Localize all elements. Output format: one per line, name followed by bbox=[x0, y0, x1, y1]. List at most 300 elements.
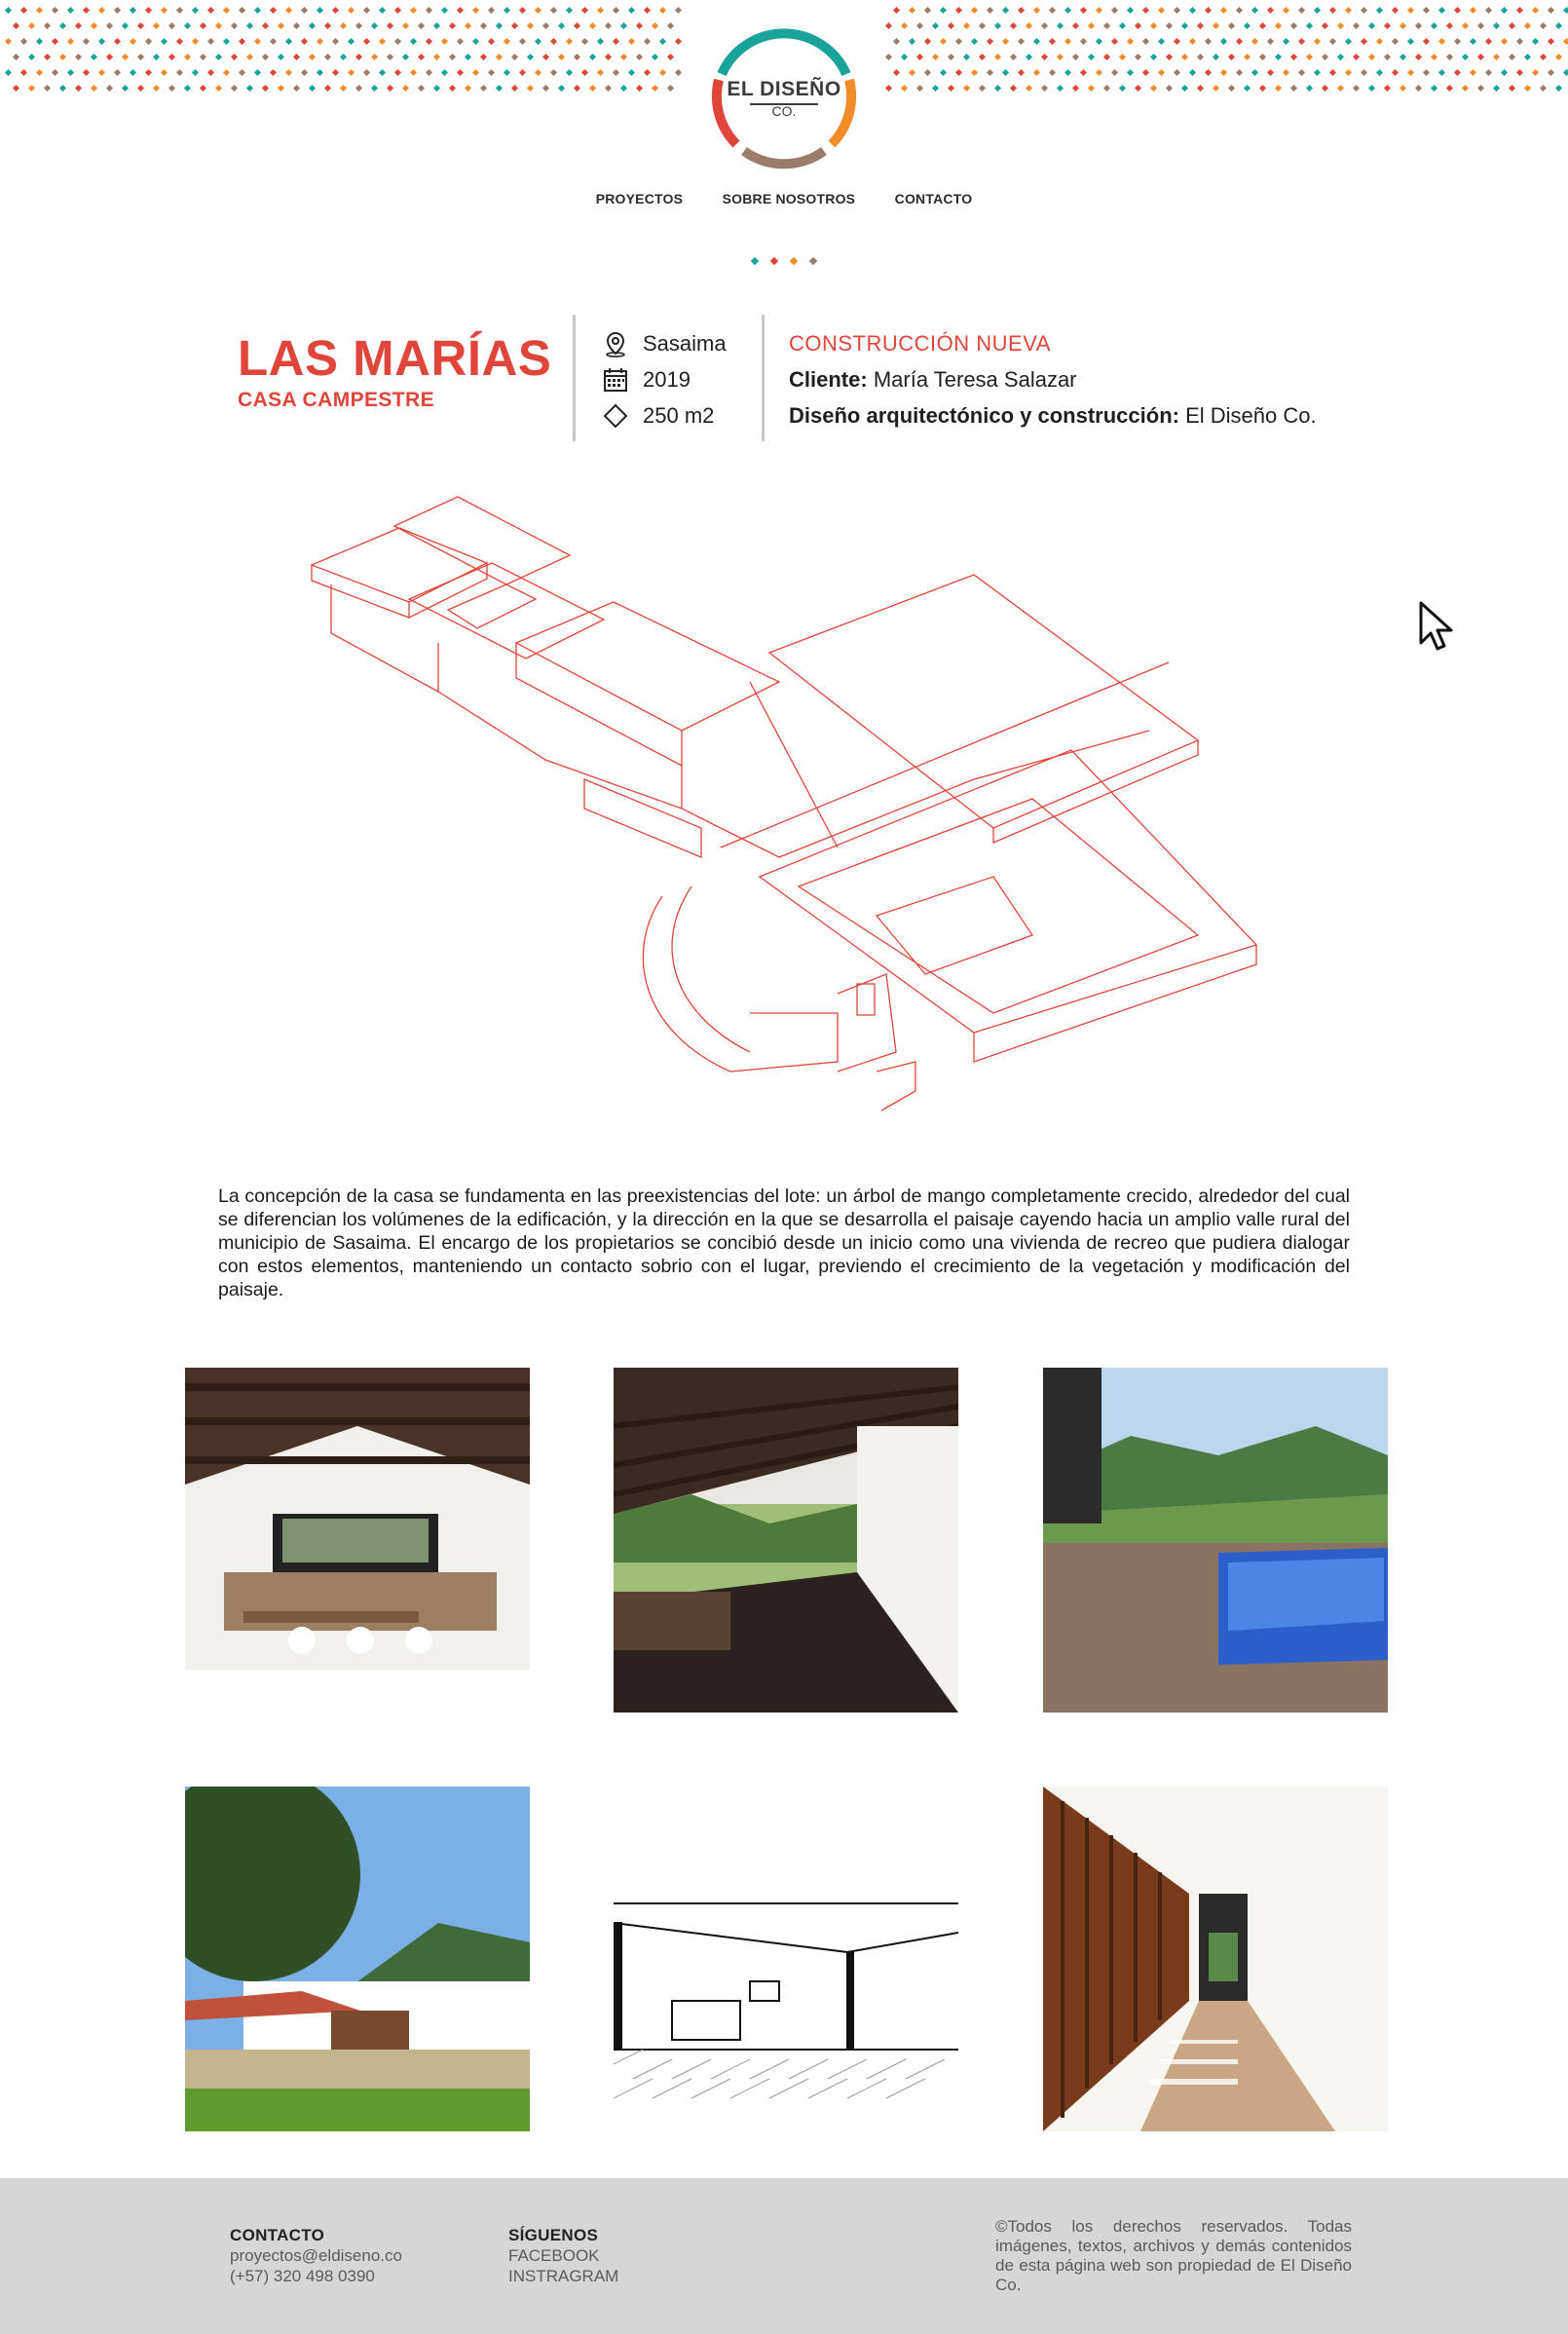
decorative-dot bbox=[1026, 54, 1032, 60]
decorative-dot bbox=[940, 38, 947, 45]
decorative-dot bbox=[1446, 54, 1453, 60]
decorative-dot bbox=[1057, 54, 1064, 60]
decorative-dot bbox=[979, 54, 986, 60]
decorative-dot bbox=[1236, 69, 1243, 76]
decorative-dot bbox=[231, 85, 238, 92]
decorative-dot bbox=[1345, 38, 1352, 45]
decorative-dot bbox=[667, 22, 674, 29]
decorative-dot bbox=[5, 38, 12, 45]
decorative-dot bbox=[285, 38, 292, 45]
decorative-dot bbox=[1532, 69, 1539, 76]
decorative-dot bbox=[971, 38, 978, 45]
decorative-dot bbox=[340, 22, 347, 29]
decorative-dot bbox=[114, 7, 121, 14]
decorative-dot bbox=[44, 85, 51, 92]
decorative-dot bbox=[1220, 38, 1227, 45]
decorative-dot bbox=[1096, 69, 1102, 76]
decorative-dot bbox=[924, 7, 931, 14]
decorative-dot bbox=[262, 22, 269, 29]
gallery-item[interactable] bbox=[614, 1787, 958, 2131]
decorative-dot bbox=[1158, 69, 1165, 76]
decorative-dot bbox=[909, 69, 915, 76]
decorative-dot bbox=[675, 7, 682, 14]
footer-facebook-link[interactable]: FACEBOOK bbox=[508, 2246, 600, 2265]
decorative-dot bbox=[1361, 7, 1367, 14]
decorative-dot bbox=[441, 69, 448, 76]
decorative-dot bbox=[1197, 54, 1204, 60]
decorative-dot bbox=[628, 7, 635, 14]
decorative-dot bbox=[1251, 69, 1258, 76]
decorative-dot bbox=[36, 69, 43, 76]
decorative-dot bbox=[176, 38, 183, 45]
decorative-dot bbox=[1057, 85, 1064, 92]
decorative-dot bbox=[1174, 38, 1180, 45]
decorative-dot bbox=[652, 54, 658, 60]
decorative-dot bbox=[1345, 69, 1352, 76]
decorative-dot bbox=[581, 7, 588, 14]
decorative-dot bbox=[1220, 69, 1227, 76]
decorative-dot bbox=[184, 54, 191, 60]
decorative-dot bbox=[963, 22, 970, 29]
decorative-dot bbox=[457, 69, 464, 76]
site-logo[interactable] bbox=[703, 18, 865, 179]
decorative-dot bbox=[994, 85, 1001, 92]
decorative-dot bbox=[168, 54, 175, 60]
gallery-item[interactable] bbox=[185, 1368, 530, 1713]
decorative-dot bbox=[987, 38, 993, 45]
decorative-dot bbox=[231, 54, 238, 60]
decorative-dot bbox=[932, 85, 939, 92]
decorative-dot bbox=[1485, 38, 1492, 45]
decorative-dot bbox=[1322, 22, 1328, 29]
decorative-dot bbox=[581, 69, 588, 76]
decorative-dot bbox=[394, 69, 401, 76]
decorative-dot bbox=[1337, 22, 1344, 29]
decorative-dot bbox=[418, 22, 425, 29]
decorative-dot bbox=[558, 22, 565, 29]
area-row bbox=[602, 397, 727, 433]
decorative-dot bbox=[332, 69, 339, 76]
decorative-dot bbox=[1135, 54, 1141, 60]
decorative-dot bbox=[1064, 38, 1071, 45]
decorative-dot bbox=[1368, 22, 1375, 29]
decorative-dot bbox=[1174, 69, 1180, 76]
decorative-dot bbox=[449, 85, 456, 92]
decorative-dot bbox=[449, 54, 456, 60]
decorative-dot bbox=[200, 54, 206, 60]
decorative-dot bbox=[1407, 69, 1414, 76]
decorative-dot bbox=[223, 69, 230, 76]
design-line bbox=[789, 397, 1317, 433]
decorative-dot bbox=[1142, 38, 1149, 45]
decorative-dot bbox=[13, 22, 19, 29]
decorative-dot bbox=[379, 7, 386, 14]
nav-contacto[interactable]: CONTACTO bbox=[894, 191, 973, 207]
decorative-dot bbox=[91, 54, 97, 60]
decorative-dot bbox=[480, 22, 487, 29]
decorative-dot bbox=[44, 22, 51, 29]
nav-proyectos[interactable]: PROYECTOS bbox=[595, 191, 684, 207]
main-navigation bbox=[0, 191, 1568, 208]
decorative-dot bbox=[59, 54, 66, 60]
decorative-dot bbox=[153, 54, 160, 60]
decorative-dot bbox=[153, 22, 160, 29]
decorative-dot bbox=[1314, 69, 1321, 76]
decorative-dot bbox=[301, 38, 308, 45]
decorative-dot bbox=[1454, 69, 1461, 76]
decorative-dot bbox=[13, 54, 19, 60]
decorative-dot bbox=[924, 38, 931, 45]
decorative-dot bbox=[1384, 85, 1391, 92]
decorative-dot bbox=[527, 54, 534, 60]
gallery-item[interactable] bbox=[614, 1368, 958, 1713]
decorative-dot bbox=[1361, 69, 1367, 76]
decorative-dot bbox=[379, 69, 386, 76]
footer-email[interactable]: proyectos@eldiseno.co bbox=[230, 2246, 402, 2265]
decorative-dot bbox=[511, 22, 518, 29]
decorative-dot bbox=[620, 22, 627, 29]
decorative-dot bbox=[1376, 38, 1383, 45]
decorative-dot bbox=[1392, 7, 1399, 14]
decorative-dot bbox=[1072, 22, 1079, 29]
decorative-dot bbox=[1516, 69, 1523, 76]
decorative-dot bbox=[1329, 69, 1336, 76]
decorative-dot bbox=[410, 7, 417, 14]
decorative-dot bbox=[1329, 38, 1336, 45]
project-subtitle: CASA CAMPESTRE bbox=[238, 389, 435, 411]
decorative-dot bbox=[1298, 38, 1305, 45]
decorative-dot bbox=[20, 69, 27, 76]
decorative-dot bbox=[231, 22, 238, 29]
decorative-dot bbox=[426, 69, 432, 76]
decorative-dot bbox=[1454, 7, 1461, 14]
project-title: LAS MARÍAS bbox=[238, 330, 552, 386]
decorative-dot bbox=[1477, 54, 1484, 60]
decorative-dot bbox=[83, 7, 90, 14]
decorative-dot bbox=[332, 7, 339, 14]
decorative-dot bbox=[1540, 22, 1547, 29]
decorative-dot bbox=[122, 22, 129, 29]
decorative-dot bbox=[433, 22, 440, 29]
decorative-dot bbox=[1493, 85, 1500, 92]
decorative-dot bbox=[1516, 7, 1523, 14]
decorative-dot bbox=[1368, 85, 1375, 92]
decorative-dot bbox=[1298, 69, 1305, 76]
decorative-dot bbox=[1493, 54, 1500, 60]
decorative-dot bbox=[963, 85, 970, 92]
decorative-dot bbox=[20, 38, 27, 45]
decorative-dot bbox=[161, 69, 168, 76]
decorative-dot bbox=[987, 7, 993, 14]
decorative-dot bbox=[472, 69, 479, 76]
decorative-dot bbox=[948, 54, 954, 60]
decorative-dot bbox=[418, 85, 425, 92]
decorative-dot bbox=[1259, 85, 1266, 92]
decorative-dot bbox=[176, 7, 183, 14]
decorative-dot bbox=[597, 7, 604, 14]
decorative-dot bbox=[1306, 22, 1313, 29]
decorative-dot bbox=[20, 7, 27, 14]
decorative-dot bbox=[355, 54, 362, 60]
decorative-dot bbox=[1353, 54, 1360, 60]
decorative-dot bbox=[511, 54, 518, 60]
decorative-dot bbox=[1041, 54, 1048, 60]
decorative-dot bbox=[1103, 22, 1110, 29]
decorative-dot bbox=[410, 69, 417, 76]
decorative-dot bbox=[1088, 85, 1095, 92]
decorative-dot bbox=[542, 85, 549, 92]
decorative-dot bbox=[1158, 38, 1165, 45]
client-label: Cliente: bbox=[789, 367, 868, 392]
decorative-dot bbox=[1111, 69, 1118, 76]
decorative-dot bbox=[1244, 22, 1251, 29]
decorative-dot bbox=[1158, 7, 1165, 14]
decorative-dot bbox=[1290, 22, 1297, 29]
decorative-dot bbox=[223, 7, 230, 14]
decorative-dot bbox=[28, 85, 35, 92]
decorative-dot bbox=[441, 38, 448, 45]
decorative-dot bbox=[504, 69, 510, 76]
decorative-dot bbox=[145, 69, 152, 76]
decorative-dot bbox=[67, 69, 74, 76]
decorative-dot bbox=[1555, 54, 1562, 60]
decorative-dot bbox=[1555, 85, 1562, 92]
decorative-dot bbox=[1438, 69, 1445, 76]
decorative-dot bbox=[605, 22, 612, 29]
decorative-dot bbox=[1400, 22, 1406, 29]
decorative-dot bbox=[1103, 85, 1110, 92]
decorative-dot bbox=[1275, 22, 1282, 29]
decorative-dot bbox=[137, 22, 144, 29]
decorative-dot bbox=[317, 69, 323, 76]
section-drawing bbox=[614, 1787, 958, 2131]
decorative-dot bbox=[1119, 54, 1126, 60]
decorative-dot bbox=[254, 69, 261, 76]
decorative-dot bbox=[1563, 69, 1568, 76]
decorative-dot bbox=[1524, 54, 1531, 60]
decorative-dot bbox=[916, 54, 923, 60]
logo-suffix: CO. bbox=[771, 103, 797, 119]
decorative-dot bbox=[1477, 22, 1484, 29]
decorative-dot bbox=[1181, 54, 1188, 60]
footer-social bbox=[508, 2225, 618, 2286]
decorative-dot bbox=[955, 7, 962, 14]
decorative-dot bbox=[527, 22, 534, 29]
decorative-dot bbox=[239, 38, 245, 45]
decorative-dot bbox=[402, 22, 409, 29]
decorative-dot bbox=[59, 85, 66, 92]
decorative-dot bbox=[13, 85, 19, 92]
decorative-dot bbox=[1033, 7, 1040, 14]
decorative-dot bbox=[1080, 69, 1087, 76]
decorative-dot bbox=[98, 38, 105, 45]
project-heading bbox=[238, 330, 552, 412]
decorative-dot bbox=[130, 38, 136, 45]
year-text: 2019 bbox=[643, 366, 691, 392]
decorative-dot bbox=[1509, 22, 1515, 29]
decorative-dot bbox=[1072, 85, 1079, 92]
decorative-dot bbox=[153, 85, 160, 92]
decorative-dot bbox=[324, 85, 331, 92]
decorative-dot bbox=[1002, 38, 1009, 45]
decorative-dot bbox=[1415, 54, 1422, 60]
decorative-dot bbox=[1392, 69, 1399, 76]
decorative-dot bbox=[1041, 22, 1048, 29]
decorative-dot bbox=[293, 85, 300, 92]
decorative-dot bbox=[472, 7, 479, 14]
decorative-dot bbox=[433, 85, 440, 92]
decorative-dot bbox=[901, 22, 908, 29]
gallery-item[interactable] bbox=[1043, 1368, 1388, 1713]
decorative-dot bbox=[1236, 7, 1243, 14]
footer-instagram-link[interactable]: INSTRAGRAM bbox=[508, 2267, 619, 2285]
decorative-dot bbox=[1033, 38, 1040, 45]
decorative-dot bbox=[1462, 85, 1469, 92]
decorative-dot bbox=[659, 69, 666, 76]
decorative-dot bbox=[465, 22, 471, 29]
decorative-dot bbox=[589, 54, 596, 60]
covered-corridor-photo bbox=[614, 1368, 958, 1713]
decorative-dot bbox=[340, 85, 347, 92]
decorative-dot bbox=[1509, 54, 1515, 60]
decorative-dot bbox=[955, 69, 962, 76]
decorative-dot bbox=[527, 85, 534, 92]
decorative-dot bbox=[535, 69, 541, 76]
decorative-dot bbox=[963, 54, 970, 60]
decorative-dot bbox=[75, 22, 82, 29]
footer-phone[interactable]: (+57) 320 498 0390 bbox=[230, 2267, 375, 2285]
decorative-dot bbox=[1438, 7, 1445, 14]
decorative-dot bbox=[1127, 69, 1134, 76]
decorative-dot bbox=[246, 54, 253, 60]
calendar-icon bbox=[602, 366, 629, 394]
decorative-dot bbox=[1314, 7, 1321, 14]
decorative-dot bbox=[83, 69, 90, 76]
decorative-dot bbox=[426, 38, 432, 45]
decorative-dot bbox=[184, 22, 191, 29]
gallery-item[interactable] bbox=[185, 1787, 530, 2131]
decorative-dot bbox=[184, 85, 191, 92]
decorative-dot bbox=[44, 54, 51, 60]
decorative-dot bbox=[1431, 85, 1437, 92]
decorative-dot bbox=[270, 38, 277, 45]
decorative-dot bbox=[394, 38, 401, 45]
decorative-dot bbox=[285, 69, 292, 76]
decorative-dot bbox=[659, 38, 666, 45]
decorative-dot bbox=[1407, 38, 1414, 45]
decorative-dot bbox=[893, 38, 900, 45]
decorative-dot bbox=[1033, 69, 1040, 76]
decorative-dot bbox=[122, 54, 129, 60]
decorative-dot bbox=[589, 22, 596, 29]
decorative-dot bbox=[1205, 38, 1212, 45]
decorative-dot bbox=[1181, 85, 1188, 92]
footer-legal: ©Todos los derechos reservados. Todas imágenes, textos, archivos y demás contenidos de esta página web son propiedad de El Diseño Co. bbox=[995, 2217, 1352, 2294]
decorative-dot bbox=[613, 69, 619, 76]
decorative-dot bbox=[1072, 54, 1079, 60]
decorative-dot bbox=[1314, 38, 1321, 45]
decorative-dot bbox=[137, 54, 144, 60]
decorative-dot bbox=[5, 69, 12, 76]
decorative-dot bbox=[1470, 7, 1476, 14]
decorative-dot bbox=[932, 54, 939, 60]
decorative-dot bbox=[613, 7, 619, 14]
decorative-dot bbox=[924, 69, 931, 76]
decorative-dot bbox=[488, 38, 495, 45]
decorative-dot bbox=[901, 54, 908, 60]
decorative-dot bbox=[574, 85, 580, 92]
decorative-dot bbox=[574, 54, 580, 60]
decorative-dot bbox=[1462, 22, 1469, 29]
decorative-dot bbox=[1532, 7, 1539, 14]
decorative-dot bbox=[457, 38, 464, 45]
decorative-dot bbox=[1103, 54, 1110, 60]
decorative-dot bbox=[1018, 69, 1025, 76]
decorative-dot bbox=[1166, 85, 1173, 92]
decorative-dot bbox=[1197, 85, 1204, 92]
decorative-dot bbox=[145, 7, 152, 14]
decorative-dot bbox=[1080, 38, 1087, 45]
decorative-dot bbox=[1368, 54, 1375, 60]
decorative-dot bbox=[535, 7, 541, 14]
decorative-dot bbox=[1244, 85, 1251, 92]
decorative-dot bbox=[979, 22, 986, 29]
decorative-dot bbox=[379, 38, 386, 45]
decorative-dot bbox=[550, 69, 557, 76]
decorative-dot bbox=[137, 85, 144, 92]
decorative-dot bbox=[909, 7, 915, 14]
decorative-dot bbox=[36, 7, 43, 14]
decorative-dot bbox=[1384, 54, 1391, 60]
decorative-dot bbox=[636, 85, 643, 92]
decorative-dot bbox=[652, 22, 658, 29]
decorative-dot bbox=[1501, 7, 1508, 14]
decorative-dot bbox=[1220, 7, 1227, 14]
gallery-item[interactable] bbox=[1043, 1787, 1388, 2131]
decorative-dot bbox=[901, 85, 908, 92]
decorative-dot bbox=[215, 54, 222, 60]
decorative-dot bbox=[426, 7, 432, 14]
decorative-dot bbox=[605, 54, 612, 60]
decorative-dot bbox=[1026, 85, 1032, 92]
decorative-dot bbox=[1267, 38, 1274, 45]
decorative-dot bbox=[215, 85, 222, 92]
decorative-dot bbox=[114, 38, 121, 45]
decorative-dot bbox=[168, 85, 175, 92]
decorative-dot bbox=[52, 7, 58, 14]
decorative-dot bbox=[1057, 22, 1064, 29]
decorative-dot bbox=[1213, 22, 1219, 29]
decorative-dot bbox=[613, 38, 619, 45]
decorative-dot bbox=[1111, 38, 1118, 45]
decorative-dot bbox=[1142, 7, 1149, 14]
decorative-dot bbox=[496, 85, 503, 92]
decorative-dot bbox=[270, 7, 277, 14]
nav-sobre-nosotros[interactable]: SOBRE NOSOTROS bbox=[722, 191, 856, 207]
decorative-dot bbox=[1228, 54, 1235, 60]
decorative-dot bbox=[1392, 38, 1399, 45]
decorative-dot bbox=[574, 22, 580, 29]
decorative-dot bbox=[309, 85, 316, 92]
decorative-dot bbox=[550, 38, 557, 45]
decorative-dot bbox=[1189, 69, 1196, 76]
decorative-dot bbox=[1205, 7, 1212, 14]
decorative-dot bbox=[340, 54, 347, 60]
decorative-dot bbox=[91, 85, 97, 92]
decorative-dot bbox=[535, 38, 541, 45]
decorative-dot bbox=[1002, 7, 1009, 14]
decorative-dot bbox=[52, 38, 58, 45]
